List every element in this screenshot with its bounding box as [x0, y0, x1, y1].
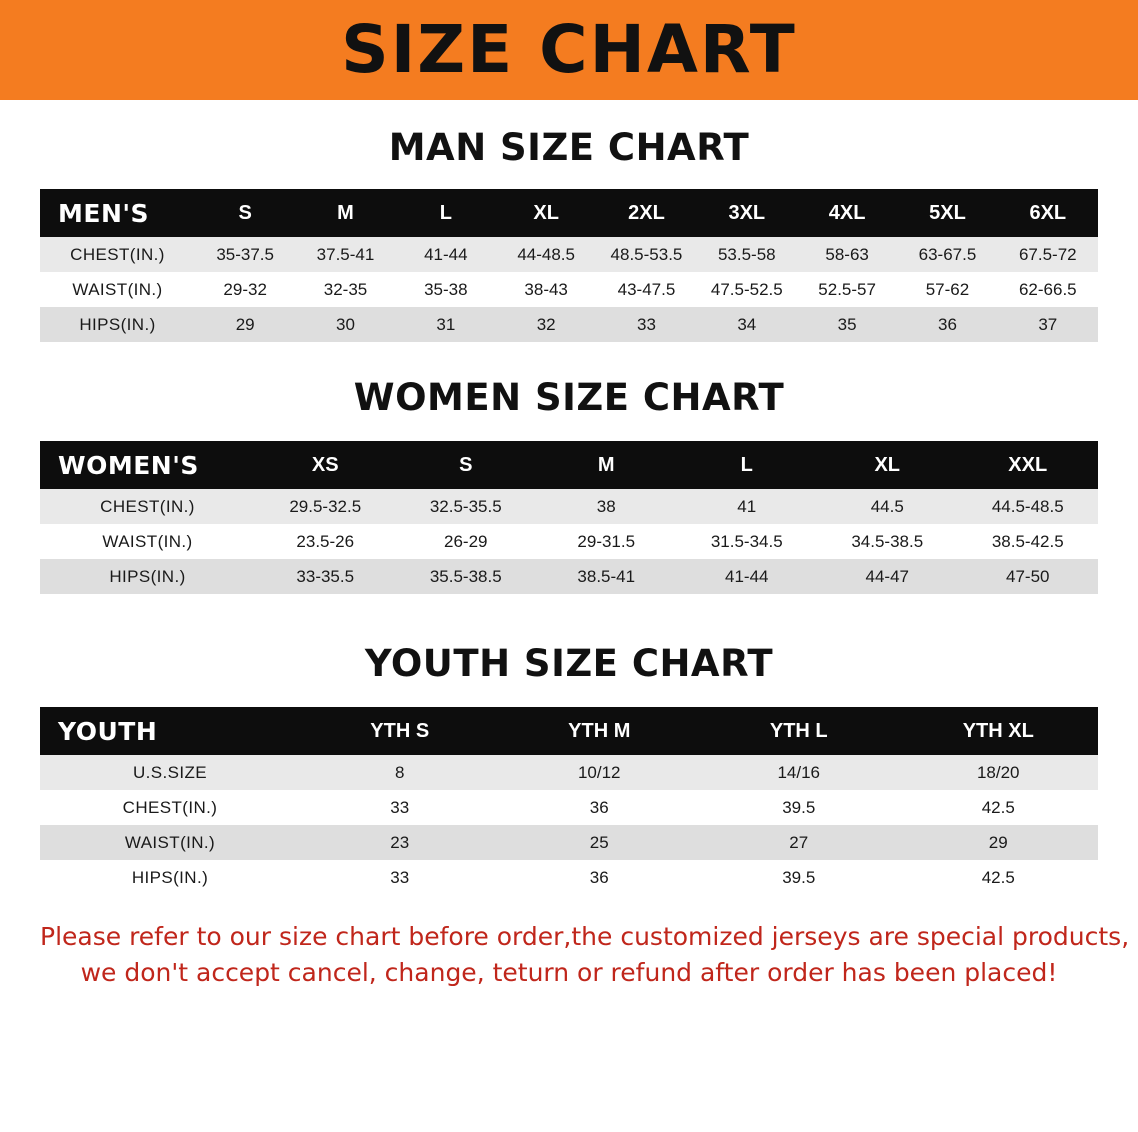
man-cell: 36	[938, 314, 957, 334]
youth-row-label: U.S.SIZE	[132, 762, 208, 782]
youth-cell: 27	[789, 832, 809, 852]
man-size-table	[40, 189, 1098, 342]
youth-cell: 42.5	[981, 797, 1015, 817]
women-size-header: M	[597, 453, 615, 476]
women-row-label: WAIST(IN.)	[102, 531, 193, 551]
youth-table-wrapper	[40, 707, 1098, 895]
women-table-wrapper	[40, 441, 1098, 594]
man-cell: 31	[436, 314, 456, 334]
youth-cell: 10/12	[577, 762, 621, 782]
table-row	[40, 489, 1098, 524]
women-cell: 31.5-34.5	[710, 531, 783, 551]
man-cell: 57-62	[925, 279, 970, 299]
youth-cell: 23	[390, 832, 410, 852]
man-table-head	[40, 189, 1098, 237]
man-cell: 63-67.5	[918, 244, 977, 264]
youth-cell: 39.5	[782, 867, 816, 887]
man-size-header: 3XL	[728, 201, 766, 224]
women-size-header: S	[459, 453, 473, 476]
man-cell: 48.5-53.5	[610, 244, 683, 264]
man-cell: 35-38	[424, 279, 468, 299]
man-cell: 35-37.5	[216, 244, 274, 264]
women-size-header: XXL	[1008, 453, 1048, 476]
man-size-header: 2XL	[628, 201, 665, 224]
youth-cell: 33	[390, 867, 410, 887]
man-corner-label: MEN'S	[58, 198, 150, 228]
youth-header-row	[40, 707, 1098, 755]
man-cell: 38-43	[524, 279, 568, 299]
youth-size-header: YTH S	[370, 719, 430, 742]
man-size-header: 6XL	[1029, 201, 1067, 224]
youth-table-body	[40, 755, 1098, 895]
women-cell: 35.5-38.5	[429, 566, 502, 586]
man-cell: 44-48.5	[517, 244, 575, 264]
women-cell: 44.5	[870, 496, 904, 516]
youth-cell: 8	[395, 762, 405, 782]
man-table-wrapper	[40, 189, 1098, 342]
women-size-header: L	[740, 453, 753, 476]
women-table-body	[40, 489, 1098, 594]
man-cell: 37	[1038, 314, 1058, 334]
table-row	[40, 559, 1098, 594]
women-cell: 41	[737, 496, 757, 516]
youth-size-table	[40, 707, 1098, 895]
youth-cell: 42.5	[981, 867, 1015, 887]
women-cell: 47-50	[1006, 566, 1050, 586]
youth-cell: 36	[589, 867, 609, 887]
man-size-header: S	[238, 201, 252, 224]
table-row	[40, 307, 1098, 342]
man-cell: 29	[235, 314, 255, 334]
women-cell: 33-35.5	[296, 566, 355, 586]
man-cell: 47.5-52.5	[710, 279, 783, 299]
banner	[0, 0, 1138, 100]
women-cell: 26-29	[444, 531, 488, 551]
man-cell: 41-44	[424, 244, 468, 264]
youth-cell: 36	[589, 797, 609, 817]
man-cell: 52.5-57	[818, 279, 876, 299]
man-cell: 37.5-41	[316, 244, 375, 264]
women-size-header: XL	[874, 453, 901, 476]
man-row-label: CHEST(IN.)	[70, 244, 165, 264]
youth-cell: 29	[988, 832, 1008, 852]
table-row	[40, 237, 1098, 272]
youth-cell: 33	[390, 797, 410, 817]
women-cell: 38	[596, 496, 616, 516]
women-cell: 32.5-35.5	[429, 496, 502, 516]
man-size-header: M	[337, 201, 354, 224]
women-size-header: XS	[311, 453, 339, 476]
man-cell: 29-32	[223, 279, 267, 299]
women-table-head	[40, 441, 1098, 489]
man-cell: 62-66.5	[1018, 279, 1077, 299]
women-cell: 44.5-48.5	[991, 496, 1064, 516]
banner-title: SIZE CHART	[341, 11, 797, 88]
man-size-header: 5XL	[929, 201, 966, 224]
man-table-body	[40, 237, 1098, 342]
youth-table-head	[40, 707, 1098, 755]
man-cell: 35	[837, 314, 857, 334]
table-row	[40, 272, 1098, 307]
disclaimer-line-2: we don't accept cancel, change, teturn or refund after order has been placed!	[80, 958, 1058, 988]
women-cell: 44-47	[865, 566, 909, 586]
youth-cell: 18/20	[976, 762, 1020, 782]
youth-size-header: YTH L	[769, 719, 828, 742]
table-row	[40, 755, 1098, 790]
table-row	[40, 860, 1098, 895]
women-size-table	[40, 441, 1098, 594]
disclaimer-note	[40, 919, 1130, 992]
disclaimer-line-1: Please refer to our size chart before order,the customized jerseys are special products,	[40, 922, 1130, 951]
man-cell: 32-35	[323, 279, 368, 299]
women-cell: 38.5-42.5	[991, 531, 1064, 551]
youth-section-heading: YOUTH SIZE CHART	[364, 642, 774, 685]
man-size-header: 4XL	[828, 201, 866, 224]
man-cell: 43-47.5	[617, 279, 676, 299]
man-cell: 30	[336, 314, 355, 334]
man-cell: 34	[737, 314, 757, 334]
women-cell: 23.5-26	[296, 531, 355, 551]
women-section-heading: WOMEN SIZE CHART	[353, 376, 785, 419]
youth-row-label: CHEST(IN.)	[122, 797, 218, 817]
youth-cell: 14/16	[777, 762, 821, 782]
women-cell: 29.5-32.5	[289, 496, 362, 516]
youth-row-label: HIPS(IN.)	[131, 867, 209, 887]
women-cell: 34.5-38.5	[851, 531, 924, 551]
women-header-row	[40, 441, 1098, 489]
man-cell: 32	[536, 314, 556, 334]
women-cell: 38.5-41	[577, 566, 636, 586]
table-row	[40, 825, 1098, 860]
man-row-label: HIPS(IN.)	[79, 314, 156, 334]
youth-size-header: YTH XL	[962, 719, 1034, 742]
man-cell: 58-63	[825, 244, 869, 264]
youth-corner-label: YOUTH	[58, 716, 158, 746]
women-corner-label: WOMEN'S	[58, 450, 199, 480]
youth-size-header: YTH M	[568, 719, 631, 742]
women-row-label: HIPS(IN.)	[109, 566, 186, 586]
man-cell: 53.5-58	[717, 244, 776, 264]
youth-cell: 39.5	[782, 797, 816, 817]
man-row-label: WAIST(IN.)	[72, 279, 163, 299]
women-cell: 41-44	[725, 566, 769, 586]
man-size-header: XL	[533, 201, 559, 224]
youth-row-label: WAIST(IN.)	[124, 832, 216, 852]
man-cell: 33	[637, 314, 656, 334]
man-header-row	[40, 189, 1098, 237]
table-row	[40, 524, 1098, 559]
man-cell: 67.5-72	[1018, 244, 1077, 264]
man-size-header: L	[439, 201, 452, 224]
youth-cell: 25	[589, 832, 609, 852]
man-section-heading: MAN SIZE CHART	[388, 126, 750, 169]
women-cell: 29-31.5	[577, 531, 636, 551]
women-row-label: CHEST(IN.)	[100, 496, 195, 516]
table-row	[40, 790, 1098, 825]
